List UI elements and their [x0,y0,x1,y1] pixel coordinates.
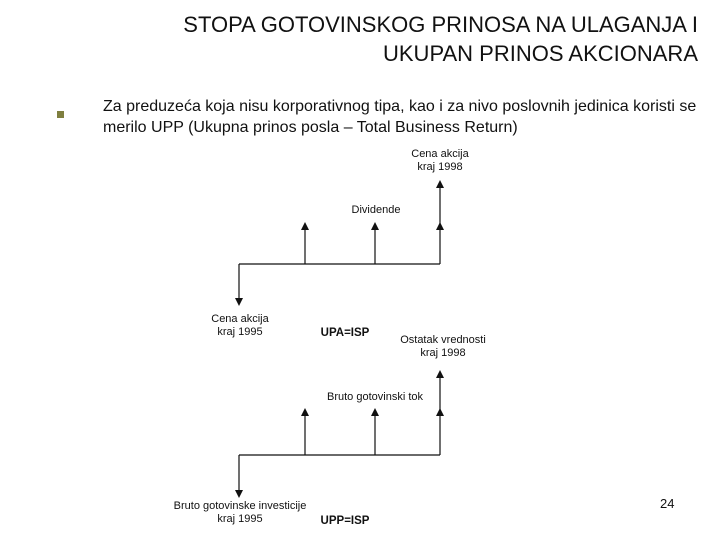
label-cena-kraj-1998: Cena akcija kraj 1998 [411,148,469,173]
top-down-arrowhead [235,298,243,306]
bottom-down-arrowhead [235,490,243,498]
bottom-up-arrowhead-1 [301,408,309,416]
top-up-arrowhead-2 [371,222,379,230]
title-line-2: UKUPAN PRINOS AKCIONARA [383,41,698,66]
label-bruto-gotovinski-tok: Bruto gotovinski tok [327,391,423,403]
formula-upp-isp: UPP=ISP [320,515,370,527]
label-bruto-investicije: Bruto gotovinske investicije kraj 1995 [173,500,307,525]
label-ostatak-vrednosti: Ostatak vrednosti kraj 1998 [400,334,486,359]
top-up-arrowhead-3 [436,180,444,188]
title-line-1: STOPA GOTOVINSKOG PRINOSA NA ULAGANJA I [183,12,698,37]
label-cena-kraj-1995: Cena akcija kraj 1995 [211,313,269,338]
top-up-arrowhead-1 [301,222,309,230]
formula-upa-isp: UPA=ISP [320,327,370,339]
bottom-up-arrowhead-4 [436,408,444,416]
page-number: 24 [660,496,675,511]
top-up-arrowhead-4 [436,222,444,230]
bottom-up-arrowhead-3 [436,370,444,378]
label-dividende: Dividende [351,204,401,216]
bottom-up-arrowhead-2 [371,408,379,416]
bullet-text: Za preduzeća koja nisu korporativnog tipa, kao i za nivo poslovnih jedinica koristi se merilo UPP (Ukupna prinos posla – Total Business Return) [103,98,697,136]
